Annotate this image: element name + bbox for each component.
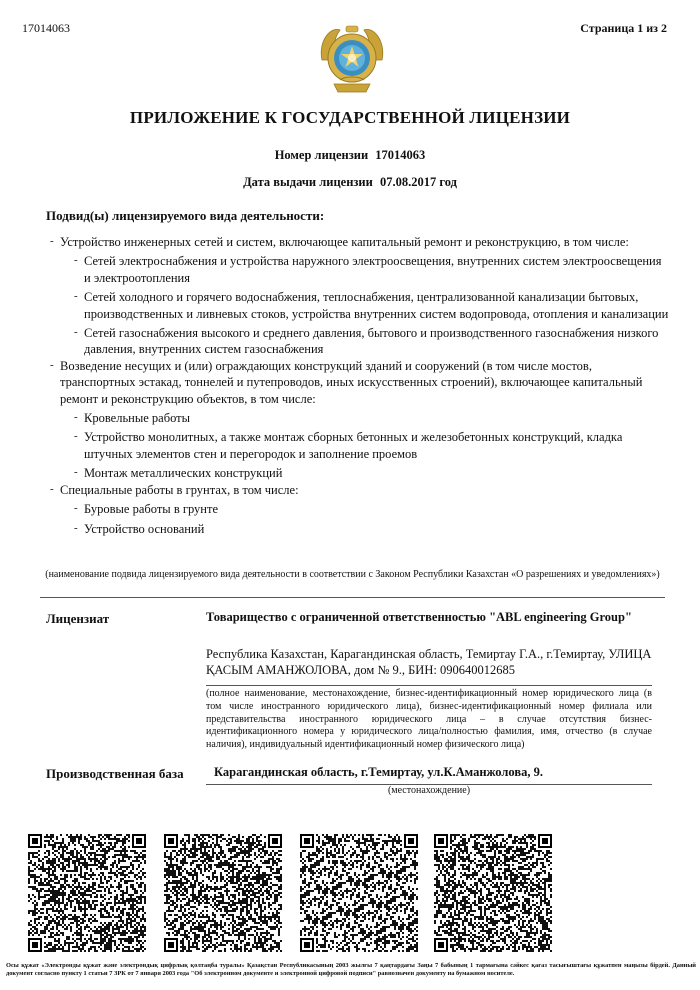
qr-code-icon <box>434 834 552 952</box>
page-counter: Страница 1 из 2 <box>580 21 667 35</box>
activity-subtypes-heading: Подвид(ы) лицензируемого вида деятельности: <box>46 208 325 223</box>
section-divider <box>40 597 665 598</box>
issue-date-line <box>0 175 700 190</box>
activity-subitem: - Кровельные работы <box>74 410 670 426</box>
document-title: ПРИЛОЖЕНИЕ К ГОСУДАРСТВЕННОЙ ЛИЦЕНЗИИ <box>129 108 571 127</box>
activity-subitem: - Устройство оснований <box>74 521 670 537</box>
licensee-label: Лицензиат <box>46 611 110 626</box>
activity-subitem: - Сетей газоснабжения высокого и среднего давления, бытового и производственного газоснабжения низкого давления, внутренних систем газоснабжения <box>74 325 670 358</box>
activity-group-engineering-networks: - Устройство инженерных сетей и систем, включающее капитальный ремонт и реконструкцию, в том числе: <box>50 234 670 250</box>
activity-subitem: - Устройство монолитных, а также монтаж сборных бетонных и железобетонных конструкций, кладка штучных элементов стен и перегородок и заполнение проемов <box>74 429 670 462</box>
activity-group-ground-works: - Специальные работы в грунтах, в том числе: <box>50 482 670 498</box>
issue-date-value: 07.08.2017 год <box>379 175 457 189</box>
license-number-label: Номер лицензии <box>274 148 369 162</box>
activities-caption: (наименование подвида лицензируемого вида деятельности в соответствии с Законом Республики Казахстан «О разрешениях и уведомлениях») <box>45 569 660 580</box>
licensee-divider <box>206 685 652 686</box>
activity-subitem: - Сетей электроснабжения и устройства наружного электроосвещения, внутренних систем электроосвещения и электроотопления <box>74 253 670 286</box>
qr-code-icon <box>164 834 282 952</box>
activity-list <box>50 234 670 537</box>
license-number-line <box>0 148 700 163</box>
licensee-caption: (полное наименование, местонахождение, бизнес-идентификационный номер юридического лица (в том числе иностранного юридического лица), бизнес-идентификационный номер филиала или представительства иностранного юридического лица – в случае отсутствия бизнес-идентификационного номера у юридического лица/полностью фамилия, имя, отчество (в случае наличия), индивидуальный идентификационный номер физического лица) <box>206 688 652 751</box>
issue-date-label: Дата выдачи лицензии <box>243 175 373 189</box>
licensee-address: Республика Казахстан, Карагандинская область, Темиртау Г.А., г.Темиртау, УЛИЦА ҚАСЫМ АМАНЖОЛОВА, дом № 9., БИН: 090640012685 <box>206 647 652 677</box>
production-base-caption: (местонахождение) <box>387 785 471 796</box>
activity-subitem: - Сетей холодного и горячего водоснабжения, теплоснабжения, централизованной канализации бытовых, производственных и ливневых стоков, устройства внутренних систем водопровода, отопления и канализации <box>74 289 670 322</box>
legal-footer-note: Осы құжат «Электронды құжат және электрондық цифрлық қолтаңба туралы» Қазақстан Республикасының 2003 жылғы 7 қаңтардағы Заңы 7 бабының 1 тармағына сәйкес қағаз тасығыштағы құжатпен маңызы бірдей. Данный документ согласно пункту 1 статьи 7 ЗРК от 7 января 2003 года "Об электронном документе и электронной цифровой подписи" равнозначен документу на бумажном носителе. <box>6 962 696 978</box>
licensee-name: Товарищество с ограниченной ответственностью "ABL engineering Group" <box>206 610 632 624</box>
activity-subitem: - Буровые работы в грунте <box>74 501 670 517</box>
production-base-label: Производственная база <box>46 766 184 781</box>
production-base-value: Карагандинская область, г.Темиртау, ул.К.Аманжолова, 9. <box>214 765 543 779</box>
activity-subitem: - Монтаж металлических конструкций <box>74 465 670 481</box>
qr-code-icon <box>28 834 146 952</box>
state-emblem-icon <box>316 20 388 98</box>
qr-code-icon <box>300 834 418 952</box>
document-number: 17014063 <box>22 21 70 35</box>
license-number-value: 17014063 <box>375 148 426 162</box>
activity-group-structures: - Возведение несущих и (или) ограждающих конструкций зданий и сооружений (в том числе мостов, транспортных эстакад, тоннелей и путепроводов, иных искусственных строений), включающее капитальный ремонт и реконструкцию объектов, в том числе: <box>50 358 670 407</box>
